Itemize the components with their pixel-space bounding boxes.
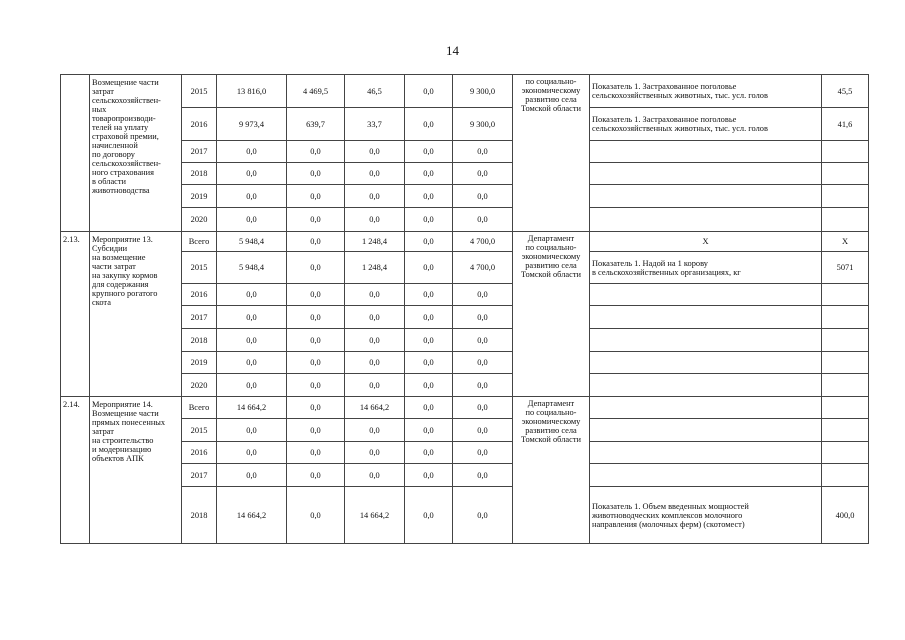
- indicator-cell: [590, 284, 822, 306]
- total-amount-cell: 0,0: [217, 442, 287, 464]
- table-row: [61, 108, 869, 141]
- federal-budget-cell: 0,0: [287, 208, 345, 232]
- regional-budget-cell: 1 248,4: [345, 252, 405, 284]
- total-amount-cell: 0,0: [217, 208, 287, 232]
- regional-budget-cell: 14 664,2: [345, 397, 405, 419]
- total-amount-cell: 14 664,2: [217, 397, 287, 419]
- indicator-value-cell: [822, 141, 869, 163]
- indicator-cell: [590, 185, 822, 208]
- total-amount-cell: 14 664,2: [217, 487, 287, 544]
- indicator-value-cell: Х: [822, 232, 869, 252]
- extra-budget-cell: 0,0: [453, 329, 513, 352]
- local-budget-cell: 0,0: [405, 75, 453, 108]
- activity-number: 2.14.: [61, 397, 90, 544]
- regional-budget-cell: 0,0: [345, 141, 405, 163]
- indicator-value-cell: [822, 185, 869, 208]
- program-activities-table: [60, 74, 869, 544]
- indicator-value-cell: 41,6: [822, 108, 869, 141]
- table-row: [61, 141, 869, 163]
- local-budget-cell: 0,0: [405, 232, 453, 252]
- local-budget-cell: 0,0: [405, 163, 453, 185]
- indicator-cell: [590, 141, 822, 163]
- local-budget-cell: 0,0: [405, 108, 453, 141]
- local-budget-cell: 0,0: [405, 329, 453, 352]
- regional-budget-cell: 0,0: [345, 208, 405, 232]
- table-row: [61, 75, 869, 108]
- regional-budget-cell: 0,0: [345, 329, 405, 352]
- year-cell: 2016: [182, 108, 217, 141]
- federal-budget-cell: 0,0: [287, 252, 345, 284]
- indicator-value-cell: [822, 352, 869, 374]
- federal-budget-cell: 0,0: [287, 141, 345, 163]
- year-cell: 2018: [182, 163, 217, 185]
- year-cell: 2017: [182, 141, 217, 163]
- table-row: [61, 185, 869, 208]
- regional-budget-cell: 0,0: [345, 464, 405, 487]
- year-cell: 2020: [182, 374, 217, 397]
- indicator-cell: [590, 352, 822, 374]
- federal-budget-cell: 0,0: [287, 397, 345, 419]
- total-amount-cell: 0,0: [217, 419, 287, 442]
- federal-budget-cell: 0,0: [287, 284, 345, 306]
- local-budget-cell: 0,0: [405, 374, 453, 397]
- extra-budget-cell: 0,0: [453, 163, 513, 185]
- regional-budget-cell: 0,0: [345, 374, 405, 397]
- table-row: [61, 487, 869, 544]
- local-budget-cell: 0,0: [405, 284, 453, 306]
- local-budget-cell: 0,0: [405, 185, 453, 208]
- table-row: [61, 464, 869, 487]
- federal-budget-cell: 0,0: [287, 329, 345, 352]
- federal-budget-cell: 0,0: [287, 163, 345, 185]
- extra-budget-cell: 0,0: [453, 141, 513, 163]
- indicator-value-cell: 45,5: [822, 75, 869, 108]
- table-row: [61, 419, 869, 442]
- indicator-value-cell: [822, 419, 869, 442]
- local-budget-cell: 0,0: [405, 487, 453, 544]
- indicator-cell: [590, 419, 822, 442]
- total-amount-cell: 0,0: [217, 163, 287, 185]
- extra-budget-cell: 9 300,0: [453, 75, 513, 108]
- local-budget-cell: 0,0: [405, 419, 453, 442]
- table-row: [61, 163, 869, 185]
- total-amount-cell: 9 973,4: [217, 108, 287, 141]
- extra-budget-cell: 0,0: [453, 464, 513, 487]
- indicator-cell: Х: [590, 232, 822, 252]
- local-budget-cell: 0,0: [405, 397, 453, 419]
- indicator-cell: Показатель 1. Застрахованное поголовье сельскохозяйственных животных, тыс. усл. голов: [590, 75, 822, 108]
- extra-budget-cell: 0,0: [453, 442, 513, 464]
- year-cell: 2015: [182, 252, 217, 284]
- total-amount-cell: 0,0: [217, 141, 287, 163]
- local-budget-cell: 0,0: [405, 442, 453, 464]
- federal-budget-cell: 0,0: [287, 464, 345, 487]
- extra-budget-cell: 0,0: [453, 185, 513, 208]
- local-budget-cell: 0,0: [405, 306, 453, 329]
- indicator-value-cell: [822, 306, 869, 329]
- regional-budget-cell: 0,0: [345, 284, 405, 306]
- table-row: [61, 208, 869, 232]
- table-row: [61, 442, 869, 464]
- year-cell: 2015: [182, 75, 217, 108]
- total-amount-cell: 0,0: [217, 464, 287, 487]
- indicator-value-cell: [822, 284, 869, 306]
- local-budget-cell: 0,0: [405, 352, 453, 374]
- year-cell: 2019: [182, 185, 217, 208]
- local-budget-cell: 0,0: [405, 252, 453, 284]
- extra-budget-cell: 0,0: [453, 487, 513, 544]
- extra-budget-cell: 0,0: [453, 284, 513, 306]
- total-amount-cell: 0,0: [217, 284, 287, 306]
- indicator-value-cell: 400,0: [822, 487, 869, 544]
- extra-budget-cell: 0,0: [453, 352, 513, 374]
- table-row: [61, 352, 869, 374]
- extra-budget-cell: 4 700,0: [453, 252, 513, 284]
- indicator-value-cell: [822, 329, 869, 352]
- extra-budget-cell: 4 700,0: [453, 232, 513, 252]
- regional-budget-cell: 0,0: [345, 442, 405, 464]
- federal-budget-cell: 0,0: [287, 232, 345, 252]
- table-row: [61, 232, 869, 252]
- year-cell: 2017: [182, 306, 217, 329]
- extra-budget-cell: 9 300,0: [453, 108, 513, 141]
- federal-budget-cell: 0,0: [287, 306, 345, 329]
- responsible-executor: по социально- экономическому развитию села Томской области: [513, 75, 590, 232]
- indicator-value-cell: 5071: [822, 252, 869, 284]
- activity-name: Мероприятие 13. Субсидии на возмещение части затрат на закупку кормов для содержания крупного рогатого скота: [90, 232, 182, 397]
- indicator-cell: [590, 442, 822, 464]
- extra-budget-cell: 0,0: [453, 306, 513, 329]
- local-budget-cell: 0,0: [405, 141, 453, 163]
- federal-budget-cell: 0,0: [287, 442, 345, 464]
- year-cell: 2019: [182, 352, 217, 374]
- indicator-value-cell: [822, 442, 869, 464]
- table-row: [61, 329, 869, 352]
- year-cell: Всего: [182, 397, 217, 419]
- federal-budget-cell: 0,0: [287, 419, 345, 442]
- regional-budget-cell: 0,0: [345, 163, 405, 185]
- year-cell: 2018: [182, 329, 217, 352]
- page-number: 14: [446, 43, 459, 58]
- table-row: [61, 374, 869, 397]
- total-amount-cell: 13 816,0: [217, 75, 287, 108]
- local-budget-cell: 0,0: [405, 208, 453, 232]
- year-cell: 2015: [182, 419, 217, 442]
- total-amount-cell: 0,0: [217, 185, 287, 208]
- activity-name: Возмещение части затрат сельскохозяйствен- ных товаропроизводи- телей на уплату страховой премии, начисленной по договору сельскохозяйствен- ного страхования в области животноводства: [90, 75, 182, 232]
- indicator-cell: [590, 208, 822, 232]
- activity-number: 2.13.: [61, 232, 90, 397]
- federal-budget-cell: 0,0: [287, 487, 345, 544]
- total-amount-cell: 5 948,4: [217, 232, 287, 252]
- indicator-cell: [590, 329, 822, 352]
- total-amount-cell: 0,0: [217, 374, 287, 397]
- indicator-cell: Показатель 1. Застрахованное поголовье сельскохозяйственных животных, тыс. усл. голов: [590, 108, 822, 141]
- indicator-cell: Показатель 1. Объем введенных мощностей животноводческих комплексов молочного направления (молочных ферм) (скотомест): [590, 487, 822, 544]
- indicator-cell: [590, 397, 822, 419]
- extra-budget-cell: 0,0: [453, 208, 513, 232]
- year-cell: 2020: [182, 208, 217, 232]
- indicator-value-cell: [822, 397, 869, 419]
- indicator-value-cell: [822, 208, 869, 232]
- federal-budget-cell: 0,0: [287, 185, 345, 208]
- activity-number: [61, 75, 90, 232]
- regional-budget-cell: 46,5: [345, 75, 405, 108]
- federal-budget-cell: 639,7: [287, 108, 345, 141]
- responsible-executor: Департамент по социально- экономическому развитию села Томской области: [513, 397, 590, 544]
- indicator-value-cell: [822, 464, 869, 487]
- federal-budget-cell: 0,0: [287, 374, 345, 397]
- total-amount-cell: 0,0: [217, 329, 287, 352]
- indicator-value-cell: [822, 374, 869, 397]
- table-row: [61, 306, 869, 329]
- regional-budget-cell: 14 664,2: [345, 487, 405, 544]
- indicator-cell: Показатель 1. Надой на 1 корову в сельскохозяйственных организациях, кг: [590, 252, 822, 284]
- indicator-cell: [590, 374, 822, 397]
- year-cell: Всего: [182, 232, 217, 252]
- local-budget-cell: 0,0: [405, 464, 453, 487]
- year-cell: 2016: [182, 442, 217, 464]
- total-amount-cell: 5 948,4: [217, 252, 287, 284]
- year-cell: 2016: [182, 284, 217, 306]
- year-cell: 2018: [182, 487, 217, 544]
- year-cell: 2017: [182, 464, 217, 487]
- indicator-cell: [590, 163, 822, 185]
- indicator-value-cell: [822, 163, 869, 185]
- total-amount-cell: 0,0: [217, 306, 287, 329]
- total-amount-cell: 0,0: [217, 352, 287, 374]
- table-row: [61, 284, 869, 306]
- regional-budget-cell: 0,0: [345, 352, 405, 374]
- regional-budget-cell: 0,0: [345, 185, 405, 208]
- federal-budget-cell: 4 469,5: [287, 75, 345, 108]
- extra-budget-cell: 0,0: [453, 397, 513, 419]
- extra-budget-cell: 0,0: [453, 374, 513, 397]
- indicator-cell: [590, 306, 822, 329]
- federal-budget-cell: 0,0: [287, 352, 345, 374]
- activity-name: Мероприятие 14. Возмещение части прямых понесенных затрат на строительство и модернизацию объектов АПК: [90, 397, 182, 544]
- table-row: [61, 397, 869, 419]
- regional-budget-cell: 0,0: [345, 419, 405, 442]
- extra-budget-cell: 0,0: [453, 419, 513, 442]
- indicator-cell: [590, 464, 822, 487]
- table-row: [61, 252, 869, 284]
- responsible-executor: Департамент по социально- экономическому развитию села Томской области: [513, 232, 590, 397]
- regional-budget-cell: 1 248,4: [345, 232, 405, 252]
- regional-budget-cell: 0,0: [345, 306, 405, 329]
- regional-budget-cell: 33,7: [345, 108, 405, 141]
